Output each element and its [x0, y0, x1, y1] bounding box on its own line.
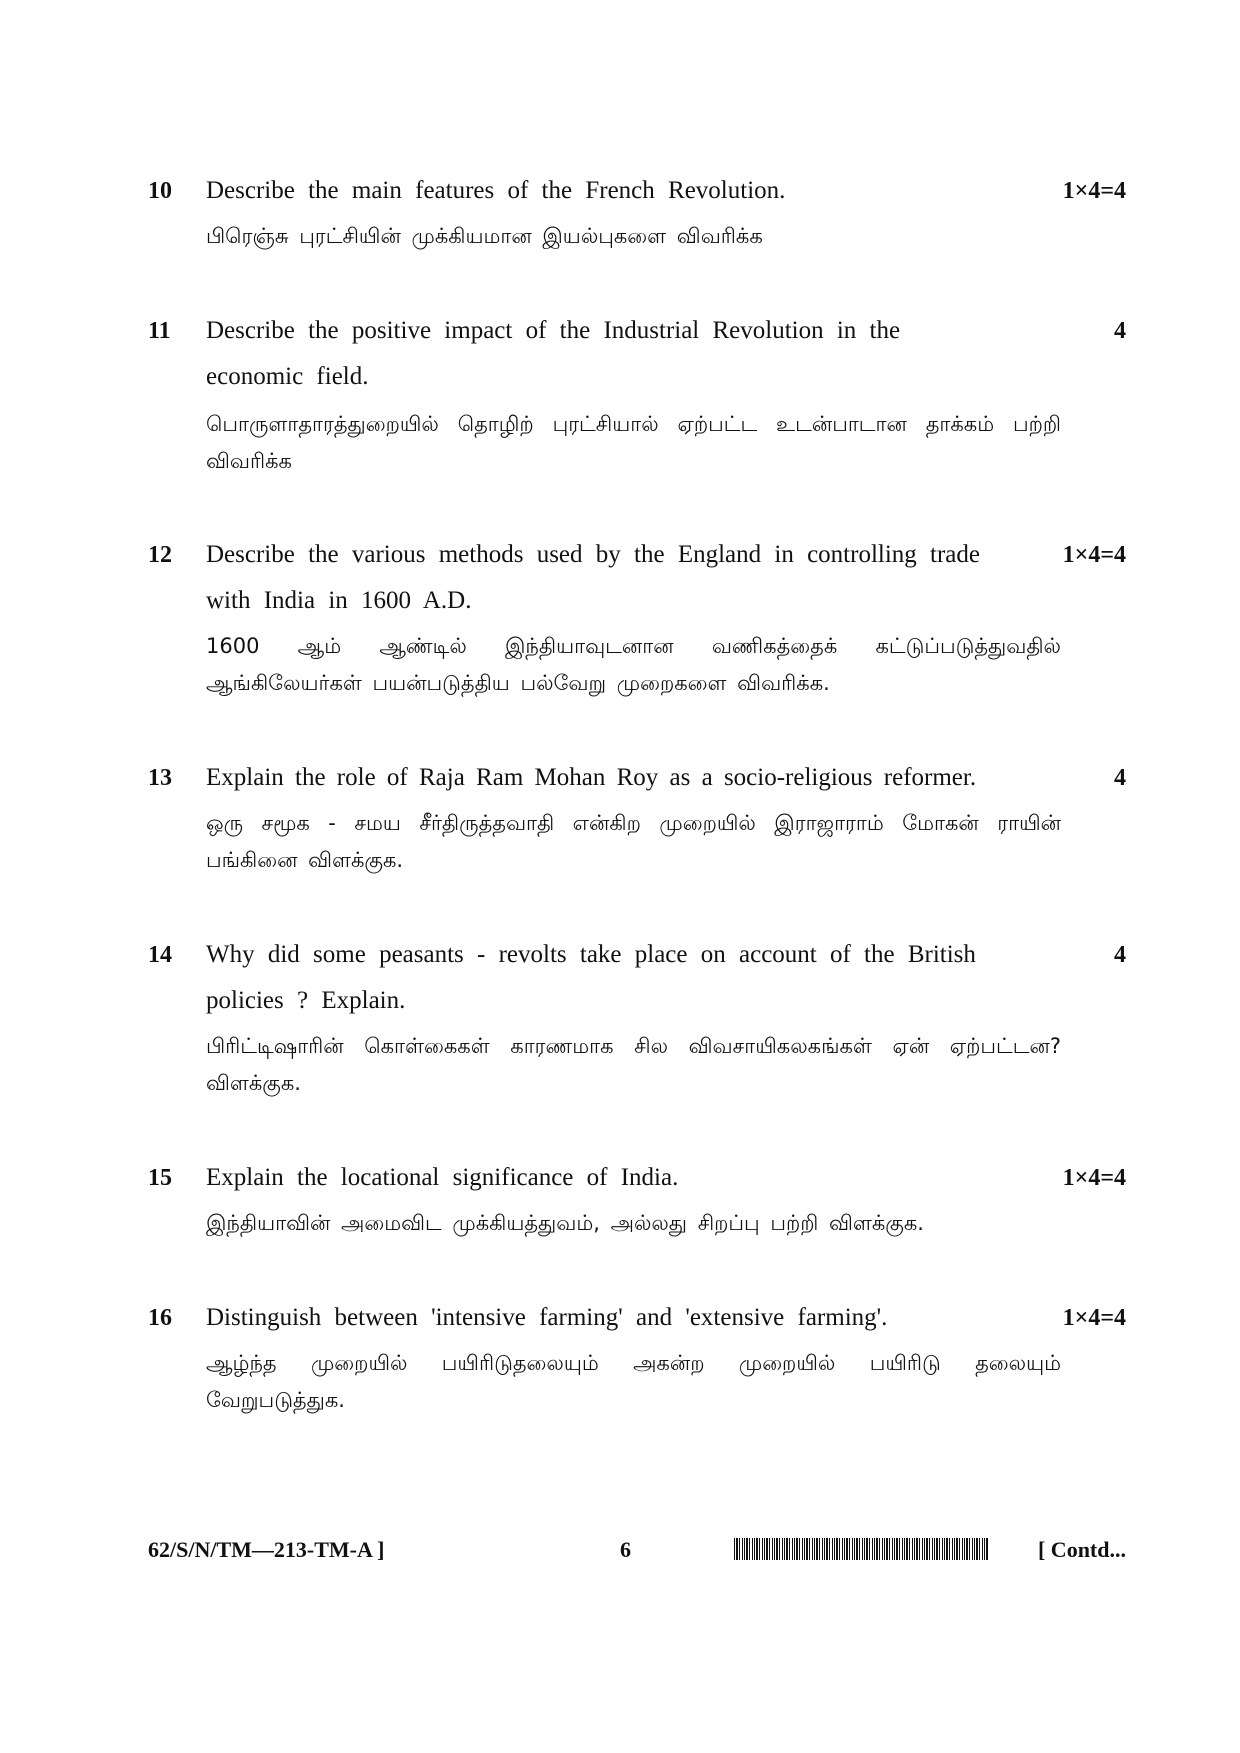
paper-code: 62/S/N/TM—213-TM-A ]	[148, 1537, 385, 1562]
question-number: 12	[148, 542, 172, 568]
question-marks: 1×4=4	[1062, 1165, 1126, 1191]
question-marks: 1×4=4	[1062, 542, 1126, 568]
question-number: 15	[148, 1165, 172, 1191]
question-marks: 4	[1114, 318, 1126, 344]
question-text-english: Explain the locational significance of India.	[206, 1164, 679, 1191]
question-text-english: Why did some peasants - revolts take place on account of the British policies ? Explain.	[206, 941, 976, 1014]
question-marks: 1×4=4	[1062, 1305, 1126, 1331]
question-text-english: Describe the positive impact of the Industrial Revolution in the economic field.	[206, 317, 901, 390]
question-text-tamil: இந்தியாவின் அமைவிட முக்கியத்துவம், அல்லது சிறப்பு பற்றி விளக்குக.	[206, 1211, 924, 1235]
question-marks: 4	[1114, 765, 1126, 791]
question-text-tamil: பிரிட்டிஷாரின் கொள்கைகள் காரணமாக சில விவசாயிகலகங்கள் ஏன் ஏற்பட்டன? விளக்குக.	[206, 1034, 1061, 1095]
question-text-english: Describe the main features of the French Revolution.	[206, 177, 786, 204]
question-marks: 4	[1114, 942, 1126, 968]
page-number: 6	[620, 1537, 631, 1562]
page-footer	[0, 1530, 1240, 1570]
question-number: 16	[148, 1305, 172, 1331]
question-text-tamil: 1600 ஆம் ஆண்டில் இந்தியாவுடனான வணிகத்தைக் கட்டுப்படுத்துவதில் ஆங்கிலேயர்கள் பயன்படுத்திய பல்வேறு முறைகளை விவரிக்க.	[206, 634, 1061, 695]
question-number: 11	[148, 318, 171, 344]
question-marks: 1×4=4	[1062, 178, 1126, 204]
question-text-english: Explain the role of Raja Ram Mohan Roy as a socio-religious reformer.	[206, 764, 977, 791]
barcode-icon	[734, 1538, 988, 1560]
question-number: 10	[148, 178, 172, 204]
question-text-tamil: ஆழ்ந்த முறையில் பயிரிடுதலையும் அகன்ற முறையில் பயிரிடு தலையும் வேறுபடுத்துக.	[206, 1351, 1061, 1412]
question-text-tamil: பிரெஞ்சு புரட்சியின் முக்கியமான இயல்புகளை விவரிக்க	[206, 224, 763, 248]
question-text-english: Distinguish between 'intensive farming' and 'extensive farming'.	[206, 1304, 888, 1331]
question-number: 13	[148, 765, 172, 791]
continued-label: [ Contd...	[1037, 1537, 1126, 1562]
question-number: 14	[148, 942, 172, 968]
question-text-tamil: பொருளாதாரத்துறையில் தொழிற் புரட்சியால் ஏற்பட்ட உடன்பாடான தாக்கம் பற்றி விவரிக்க	[206, 412, 1061, 473]
question-text-tamil: ஒரு சமூக - சமய சீர்திருத்தவாதி என்கிற முறையில் இராஜாராம் மோகன் ராயின் பங்கினை விளக்குக.	[206, 811, 1061, 872]
question-text-english: Describe the various methods used by the England in controlling trade with India in 1600 A.D.	[206, 541, 980, 614]
